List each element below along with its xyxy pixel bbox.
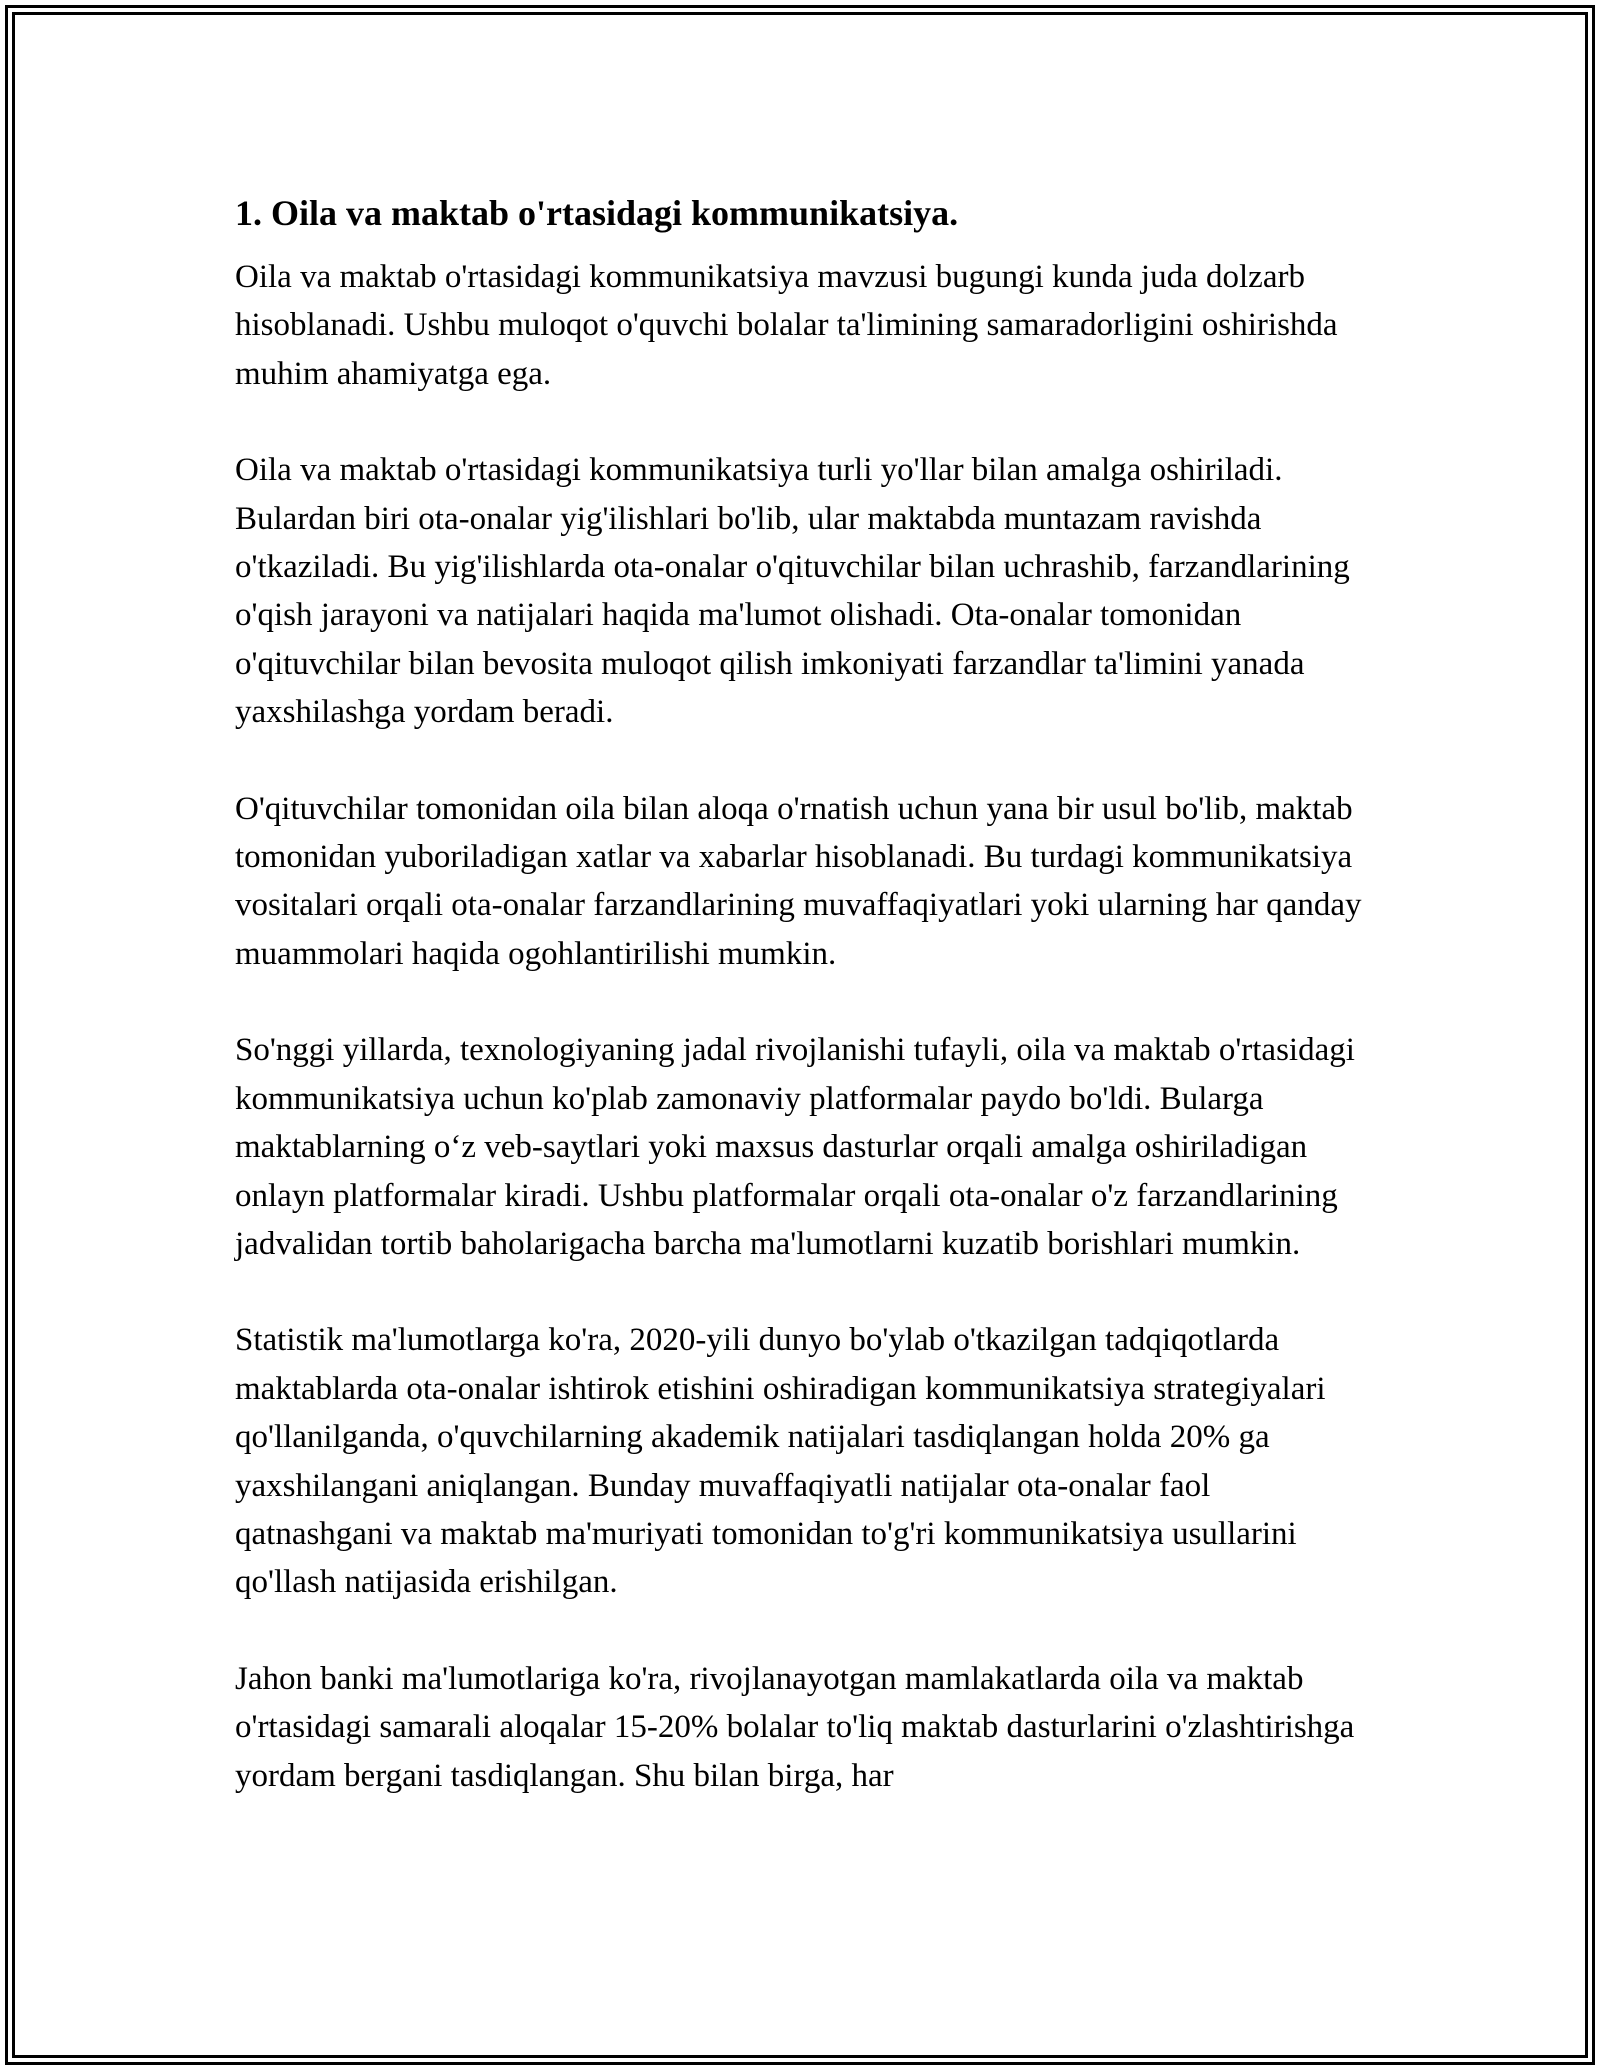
paragraph-world-bank: Jahon banki ma'lumotlariga ko'ra, rivojlanayotgan mamlakatlarda oila va maktab o'rtasidagi samarali aloqalar 15-20% bolalar to'liq maktab dasturlarini o'zlashtirishga yordam bergani tasdiqlangan. Shu bilan birga, har <box>235 1660 1355 1794</box>
paragraph-parent-meetings: Oila va maktab o'rtasidagi kommunikatsiya turli yo'llar bilan amalga oshiriladi. Bulardan biri ota-onalar yig'ilishlari bo'lib, ular maktabda muntazam ravishda o'tkaziladi. Bu yig'ilishlarda ota-onalar o'qituvchilar bilan uchrashib, farzandlarining o'qish jarayoni va natijalari haqida ma'lumot olishadi. Ota-onalar tomonidan o'qituvchilar bilan bevosita muloqot qilish imkoniyati farzandlar ta'limini yanada yaxshilashga yordam beradi. <box>235 452 1350 731</box>
paragraph-letters-messages: O'qituvchilar tomonidan oila bilan aloqa o'rnatish uchun yana bir usul bo'lib, maktab tomonidan yuboriladigan xatlar va xabarlar hisoblanadi. Bu turdagi kommunikatsiya vositalari orqali ota-onalar farzandlarining muvaffaqiyatlari yoki ularning har qanday muammolari haqida ogohlantirilishi mumkin. <box>235 790 1362 972</box>
document-body <box>235 187 1375 1848</box>
paragraph-statistics: Statistik ma'lumotlarga ko'ra, 2020-yili dunyo bo'ylab o'tkazilgan tadqiqotlarda maktablarda ota-onalar ishtirok etishini oshiradigan kommunikatsiya strategiyalari qo'llanilganda, o'quvchilarning akademik natijalari tasdiqlangan holda 20% ga yaxshilangani aniqlangan. Bunday muvaffaqiyatli natijalar ota-onalar faol qatnashgani va maktab ma'muriyati tomonidan to'g'ri kommunikatsiya usullarini qo'llash natijasida erishilgan. <box>235 1322 1326 1601</box>
paragraph-intro: Oila va maktab o'rtasidagi kommunikatsiya mavzusi bugungi kunda juda dolzarb hisoblanadi. Ushbu muloqot o'quvchi bolalar ta'limining samaradorligini oshirishda muhim ahamiyatga ega. <box>235 259 1338 392</box>
section-heading: 1. Oila va maktab o'rtasidagi kommunikatsiya. <box>235 193 959 233</box>
paragraph-online-platforms: So'nggi yillarda, texnologiyaning jadal rivojlanishi tufayli, oila va maktab o'rtasidagi kommunikatsiya uchun ko'plab zamonaviy platformalar paydo bo'ldi. Bularga maktablarning o‘z veb-saytlari yoki maxsus dasturlar orqali amalga oshiriladigan onlayn platformalar kiradi. Ushbu platformalar orqali ota-onalar o'z farzandlarining jadvalidan tortib baholarigacha barcha ma'lumotlarni kuzatib borishlari mumkin. <box>235 1032 1355 1262</box>
